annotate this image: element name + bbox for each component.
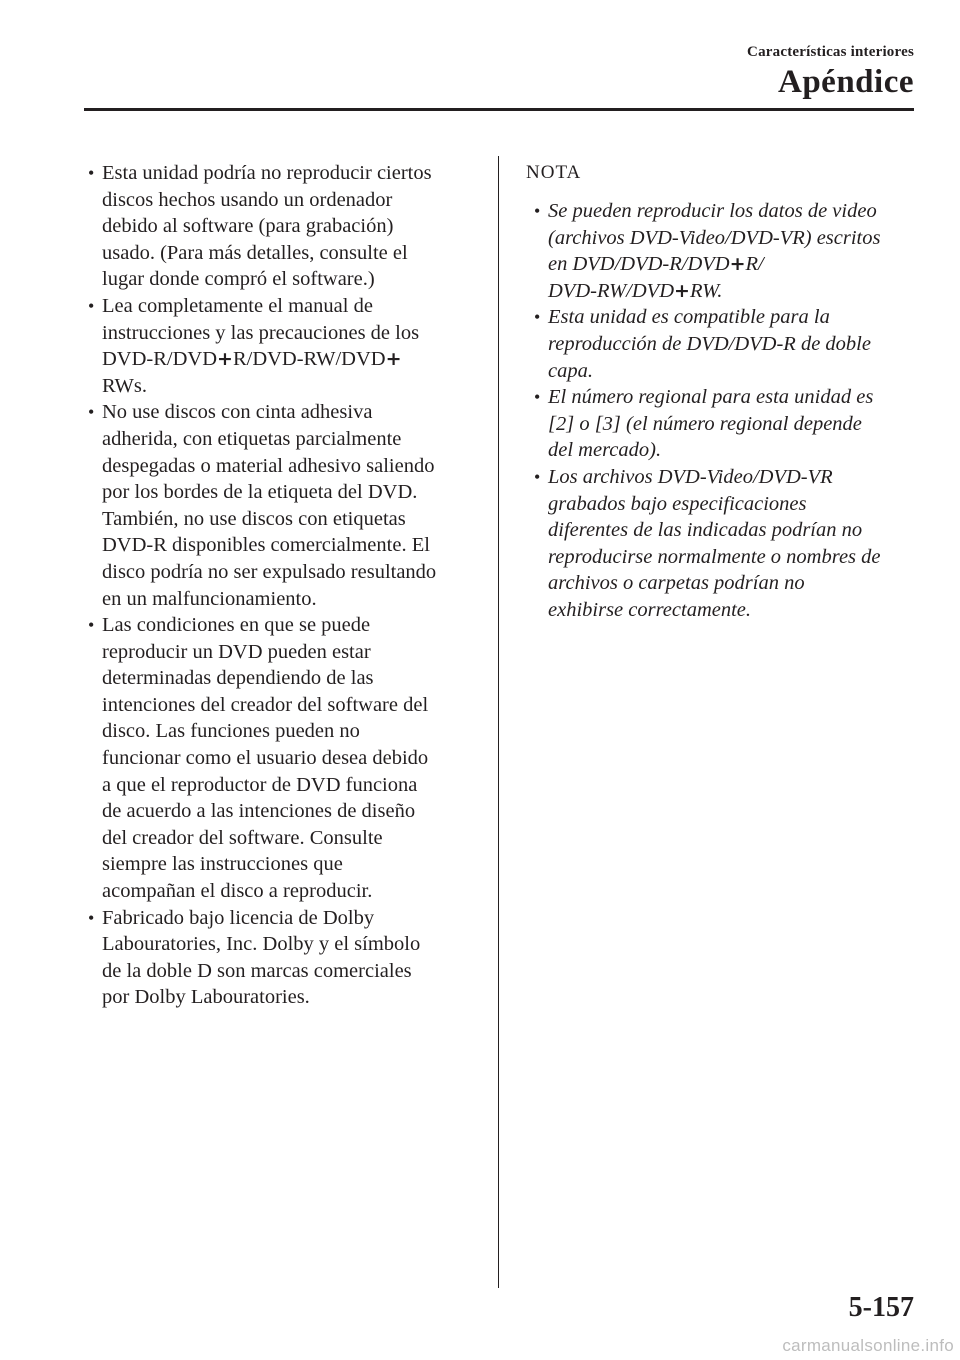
page-number: 5-157 bbox=[848, 1292, 914, 1323]
header-divider bbox=[84, 108, 914, 111]
note-item: • Los archivos DVD-Video/DVD-VR grabados bajo especificaciones diferentes de las indicadas podrían no reproducirse normalmente o nombres de archivos o carpetas podrían no exhibirse correctamente. bbox=[534, 465, 881, 621]
bullet-icon: • bbox=[534, 307, 541, 328]
note-item: • El número regional para esta unidad es [2] o [3] (el número regional depende del mercado). bbox=[534, 386, 874, 462]
bullet-icon: • bbox=[88, 402, 95, 423]
bullet-icon: • bbox=[88, 295, 95, 316]
list-item: • No use discos con cinta adhesiva adherida, con etiquetas parcialmente despegadas o material adhesivo saliendo por los bordes de la etiqueta del DVD. También, no use discos con etiquetas DVD-R disponibles comercialmente. El disco podría no ser expulsado resultando en un malfuncionamiento. bbox=[88, 401, 437, 610]
list-item: • Esta unidad podría no reproducir ciertos discos hechos usando un ordenador debido al software (para grabación) usado. (Para más detalles, consulte el lugar donde compró el software.) bbox=[88, 162, 432, 291]
section-title: Características interiores bbox=[747, 44, 914, 60]
left-column bbox=[84, 160, 480, 1011]
plus-icon: + bbox=[385, 348, 402, 371]
bullet-icon: • bbox=[88, 907, 95, 928]
bullet-icon: • bbox=[534, 466, 541, 487]
note-item: • Se pueden reproducir los datos de video (archivos DVD-Video/DVD-VR) escritos en DVD/DVD-R/DVD+R/ DVD-RW/DVD+RW. bbox=[534, 200, 881, 302]
note-item: • Esta unidad es compatible para la reproducción de DVD/DVD-R de doble capa. bbox=[534, 306, 871, 382]
bullet-icon: • bbox=[88, 163, 95, 183]
plus-icon: + bbox=[729, 253, 746, 276]
bullet-icon: • bbox=[534, 201, 541, 221]
bullet-list bbox=[84, 160, 480, 1011]
list-item: • Lea completamente el manual de instrucciones y las precauciones de los DVD-R/DVD+R/DVD-RW/DVD+ RWs. bbox=[88, 294, 420, 397]
note-list bbox=[526, 198, 918, 624]
watermark: carmanualsonline.info bbox=[782, 1336, 954, 1355]
column-divider bbox=[498, 156, 499, 1288]
bullet-icon: • bbox=[88, 615, 95, 636]
plus-icon: + bbox=[217, 348, 233, 371]
plus-icon: + bbox=[674, 279, 690, 302]
right-column bbox=[526, 160, 918, 624]
chapter-title: Apéndice bbox=[778, 64, 914, 100]
list-item: • Las condiciones en que se puede reproducir un DVD pueden estar determinadas dependiendo de las intenciones del creador del software del disco. Las funciones pueden no funcionar como el usuario desea debido a que el reproductor de DVD funciona de acuerdo a las intenciones de diseño del creador del software. Consulte siempre las instrucciones que acompañan el disco a reproducir. bbox=[88, 614, 429, 903]
list-item: • Fabricado bajo licencia de Dolby Labouratories, Inc. Dolby y el símbolo de la doble D son marcas comerciales por Dolby Labouratories. bbox=[88, 906, 421, 1009]
bullet-icon: • bbox=[534, 387, 541, 408]
note-title: NOTA bbox=[526, 162, 582, 183]
